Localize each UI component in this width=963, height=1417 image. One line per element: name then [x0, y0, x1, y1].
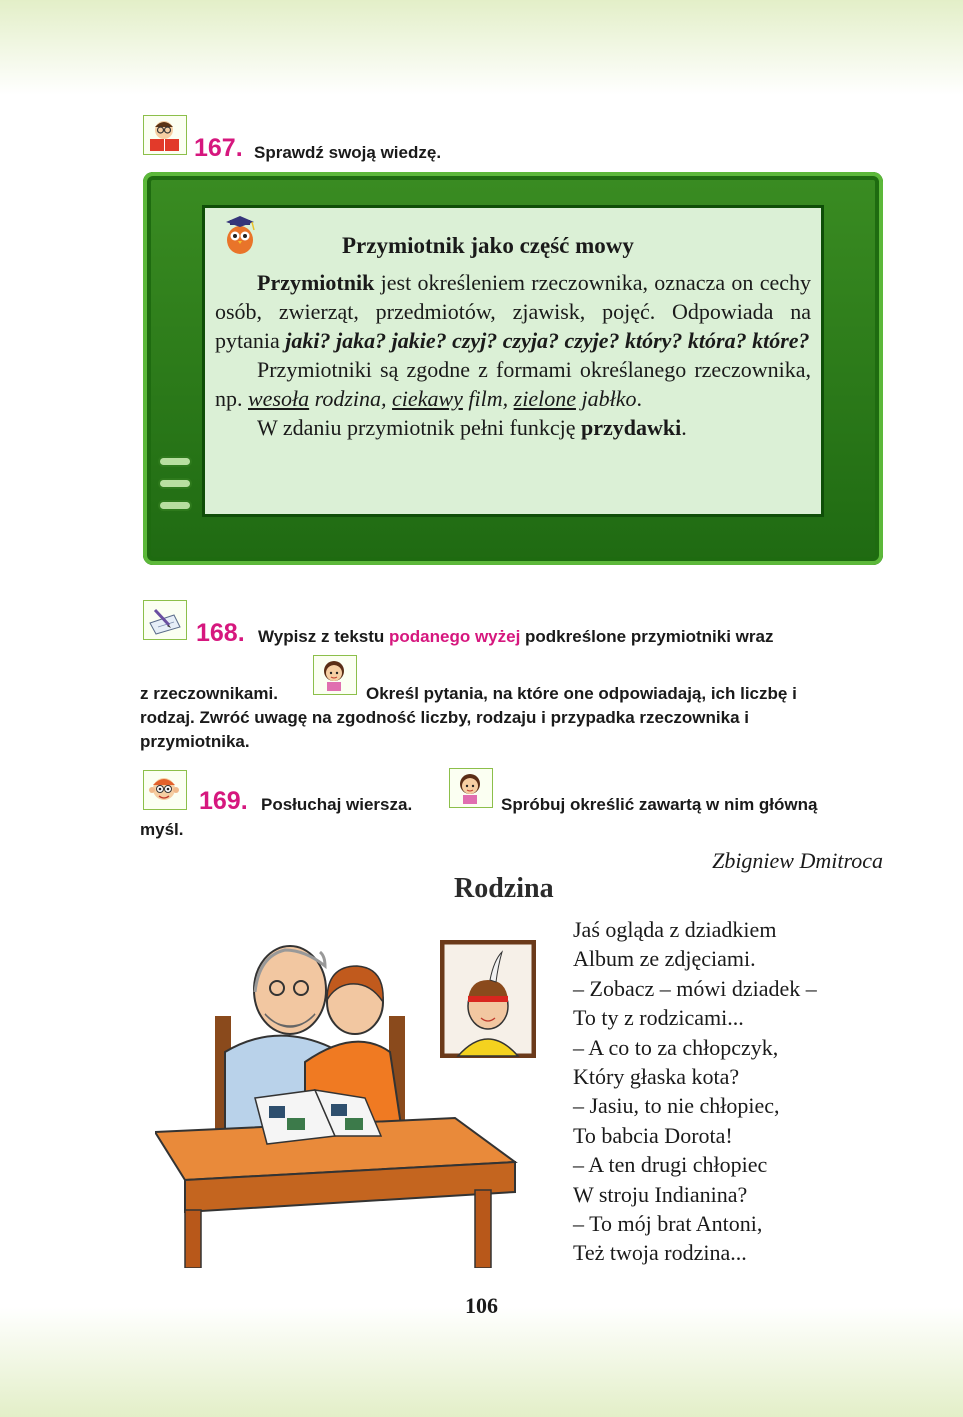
poem-line: To babcia Dorota!: [573, 1122, 733, 1148]
board-side-button-1: [158, 456, 192, 467]
listening-boy-icon: [143, 770, 187, 810]
poem-line: – Zobacz – mówi dziadek –: [573, 975, 817, 1001]
task-167-text: Sprawdź swoją wiedzę.: [254, 143, 442, 162]
board-paragraph-1: [215, 268, 811, 355]
task-168-line-1a: Wypisz z tekstu: [258, 627, 389, 646]
term-przymiotnik: Przymiotnik: [257, 270, 375, 295]
board-side-button-3: [158, 500, 192, 511]
poem-line: Też twoja rodzina...: [573, 1240, 747, 1266]
board-paragraph-3: [215, 413, 811, 442]
function-end: .: [681, 415, 687, 440]
example-adjective-2: ciekawy: [392, 386, 463, 411]
board-paragraph-2: [215, 355, 811, 413]
board-text: [215, 268, 811, 442]
task-168-line-1b: podkreślone przymiotniki wraz: [520, 627, 774, 646]
poem-line: Jaś ogląda z dziadkiem: [573, 917, 777, 942]
poem-line: Album ze zdjęciami.: [573, 946, 756, 972]
task-168-line-2a: z rzeczownikami.: [140, 684, 278, 703]
example-adjective-1: wesoła: [248, 386, 310, 411]
poem-line: – To mój brat Antoni,: [573, 1211, 763, 1237]
task-167-number: 167.: [194, 134, 243, 162]
agreement-end: .: [636, 386, 642, 411]
reading-boy-icon: [143, 115, 187, 155]
task-168-line-4: przymiotnika.: [140, 732, 250, 751]
indian-boy-portrait: [440, 940, 536, 1058]
task-168-highlight: podanego wyżej: [389, 627, 521, 646]
task-168-line-3: rodzaj. Zwróć uwagę na zgodność liczby, rodzaju i przypadka rzeczownika i: [140, 708, 749, 727]
task-168-line-1: [258, 627, 773, 647]
poem-body: [573, 915, 817, 1268]
board-side-button-2: [158, 478, 192, 489]
poem-title: Rodzina: [454, 873, 554, 904]
task-168-line-2b: Określ pytania, na które one odpowiadają, ich liczbę i: [366, 684, 797, 703]
bottom-band: [0, 1307, 963, 1417]
poem-line: Który głaska kota?: [573, 1064, 740, 1090]
poem-line: W stroju Indianina?: [573, 1181, 748, 1207]
task-169-line-2: myśl.: [140, 820, 184, 839]
poem-line: To ty z rodzicami...: [573, 1005, 744, 1031]
example-noun-3: jabłko: [575, 386, 637, 411]
girl-face-icon: [313, 655, 357, 695]
term-przydawka: przydawki: [581, 415, 682, 440]
task-169-part-1: Posłuchaj wiersza.: [261, 795, 413, 814]
board-title: Przymiotnik jako część mowy: [342, 233, 634, 258]
task-168-number: 168.: [196, 619, 245, 647]
example-adjective-3: zielone: [513, 386, 576, 411]
poem-line: – Jasiu, to nie chłopiec,: [573, 1093, 780, 1119]
agreement-text: Przymiotniki są zgodne z formami określanego rzeczownika, np.: [215, 357, 811, 411]
task-169-number: 169.: [199, 787, 248, 815]
page-number: 106: [465, 1293, 498, 1318]
poem-author: Zbigniew Dmitroca: [712, 848, 883, 873]
top-band: [0, 0, 963, 95]
definition-text: jest określeniem rzeczownika, oznacza on cechy osób, zwierząt, przedmiotów, zjawisk, pojęć. Odpowiada na pytania: [215, 270, 811, 353]
owl-teacher-icon: [218, 212, 262, 256]
example-noun-2: film,: [462, 386, 514, 411]
function-text: W zdaniu przymiotnik pełni funkcję: [257, 415, 582, 440]
task-169-part-2: Spróbuj określić zawartą w nim główną: [501, 795, 818, 814]
girl-face-icon: [449, 768, 493, 808]
question-list: jaki? jaka? jakie? czyj? czyja? czyje? który? która? które?: [285, 328, 810, 353]
poem-line: – A co to za chłopczyk,: [573, 1034, 779, 1060]
example-noun-1: rodzina,: [309, 386, 393, 411]
notebook-pen-icon: [143, 600, 187, 640]
poem-line: – A ten drugi chłopiec: [573, 1152, 768, 1178]
